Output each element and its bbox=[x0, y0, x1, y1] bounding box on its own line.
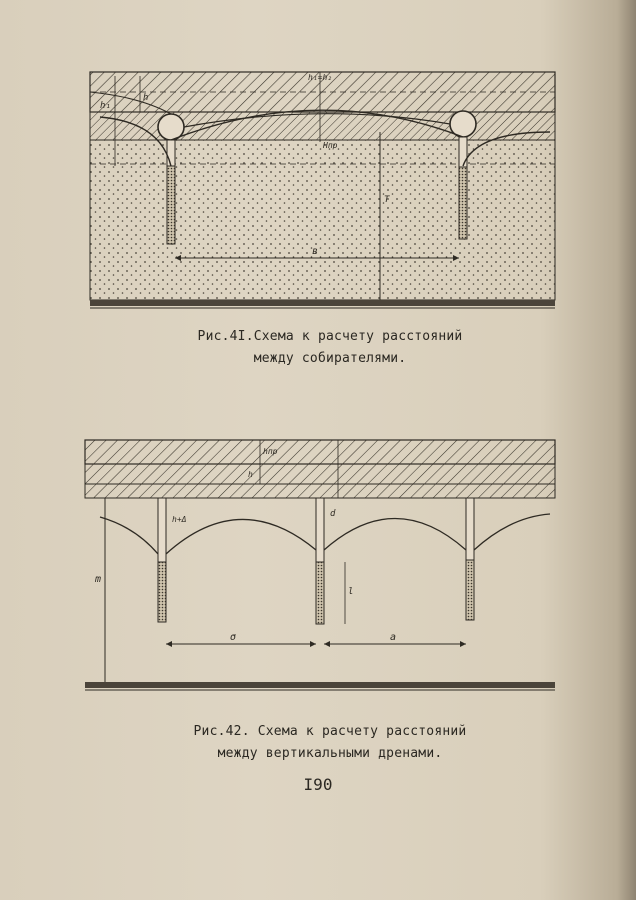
figure-41-diagram bbox=[80, 62, 560, 322]
fig42-label-l: l bbox=[348, 587, 354, 597]
figure-41-caption-line2: между собирателями. bbox=[253, 351, 407, 366]
fig42-label-hpr: hпр bbox=[263, 447, 278, 456]
figure-41-caption bbox=[140, 326, 520, 370]
fig41-label-Hpr: Hпр bbox=[323, 141, 338, 150]
figure-42-caption-line2: между вертикальными дренами. bbox=[217, 746, 443, 761]
page-number: I90 bbox=[303, 775, 333, 794]
figure-42-caption-line1: Рис.42. Схема к расчету расстояний bbox=[193, 724, 467, 739]
figure-42-diagram bbox=[80, 432, 560, 707]
fig41-label-h1: h₁ bbox=[100, 101, 111, 111]
fig41-label-hpr-top: h₁=h₂ bbox=[308, 73, 333, 82]
fig41-label-b: в bbox=[312, 246, 319, 257]
fig42-label-d: d bbox=[330, 509, 336, 519]
figure-41-caption-line1: Рис.4I.Схема к расчету расстояний bbox=[197, 329, 463, 344]
fig42-label-sigma: σ bbox=[230, 632, 237, 643]
fig42-label-hdelta: h+Δ bbox=[172, 515, 187, 524]
fig41-label-h2: h bbox=[143, 93, 149, 103]
fig42-label-m: m bbox=[95, 574, 102, 585]
fig41-label-T: T bbox=[384, 195, 390, 205]
fig42-label-h: h bbox=[248, 470, 253, 479]
figure-42-caption bbox=[140, 721, 520, 765]
fig42-label-a: a bbox=[390, 632, 397, 643]
